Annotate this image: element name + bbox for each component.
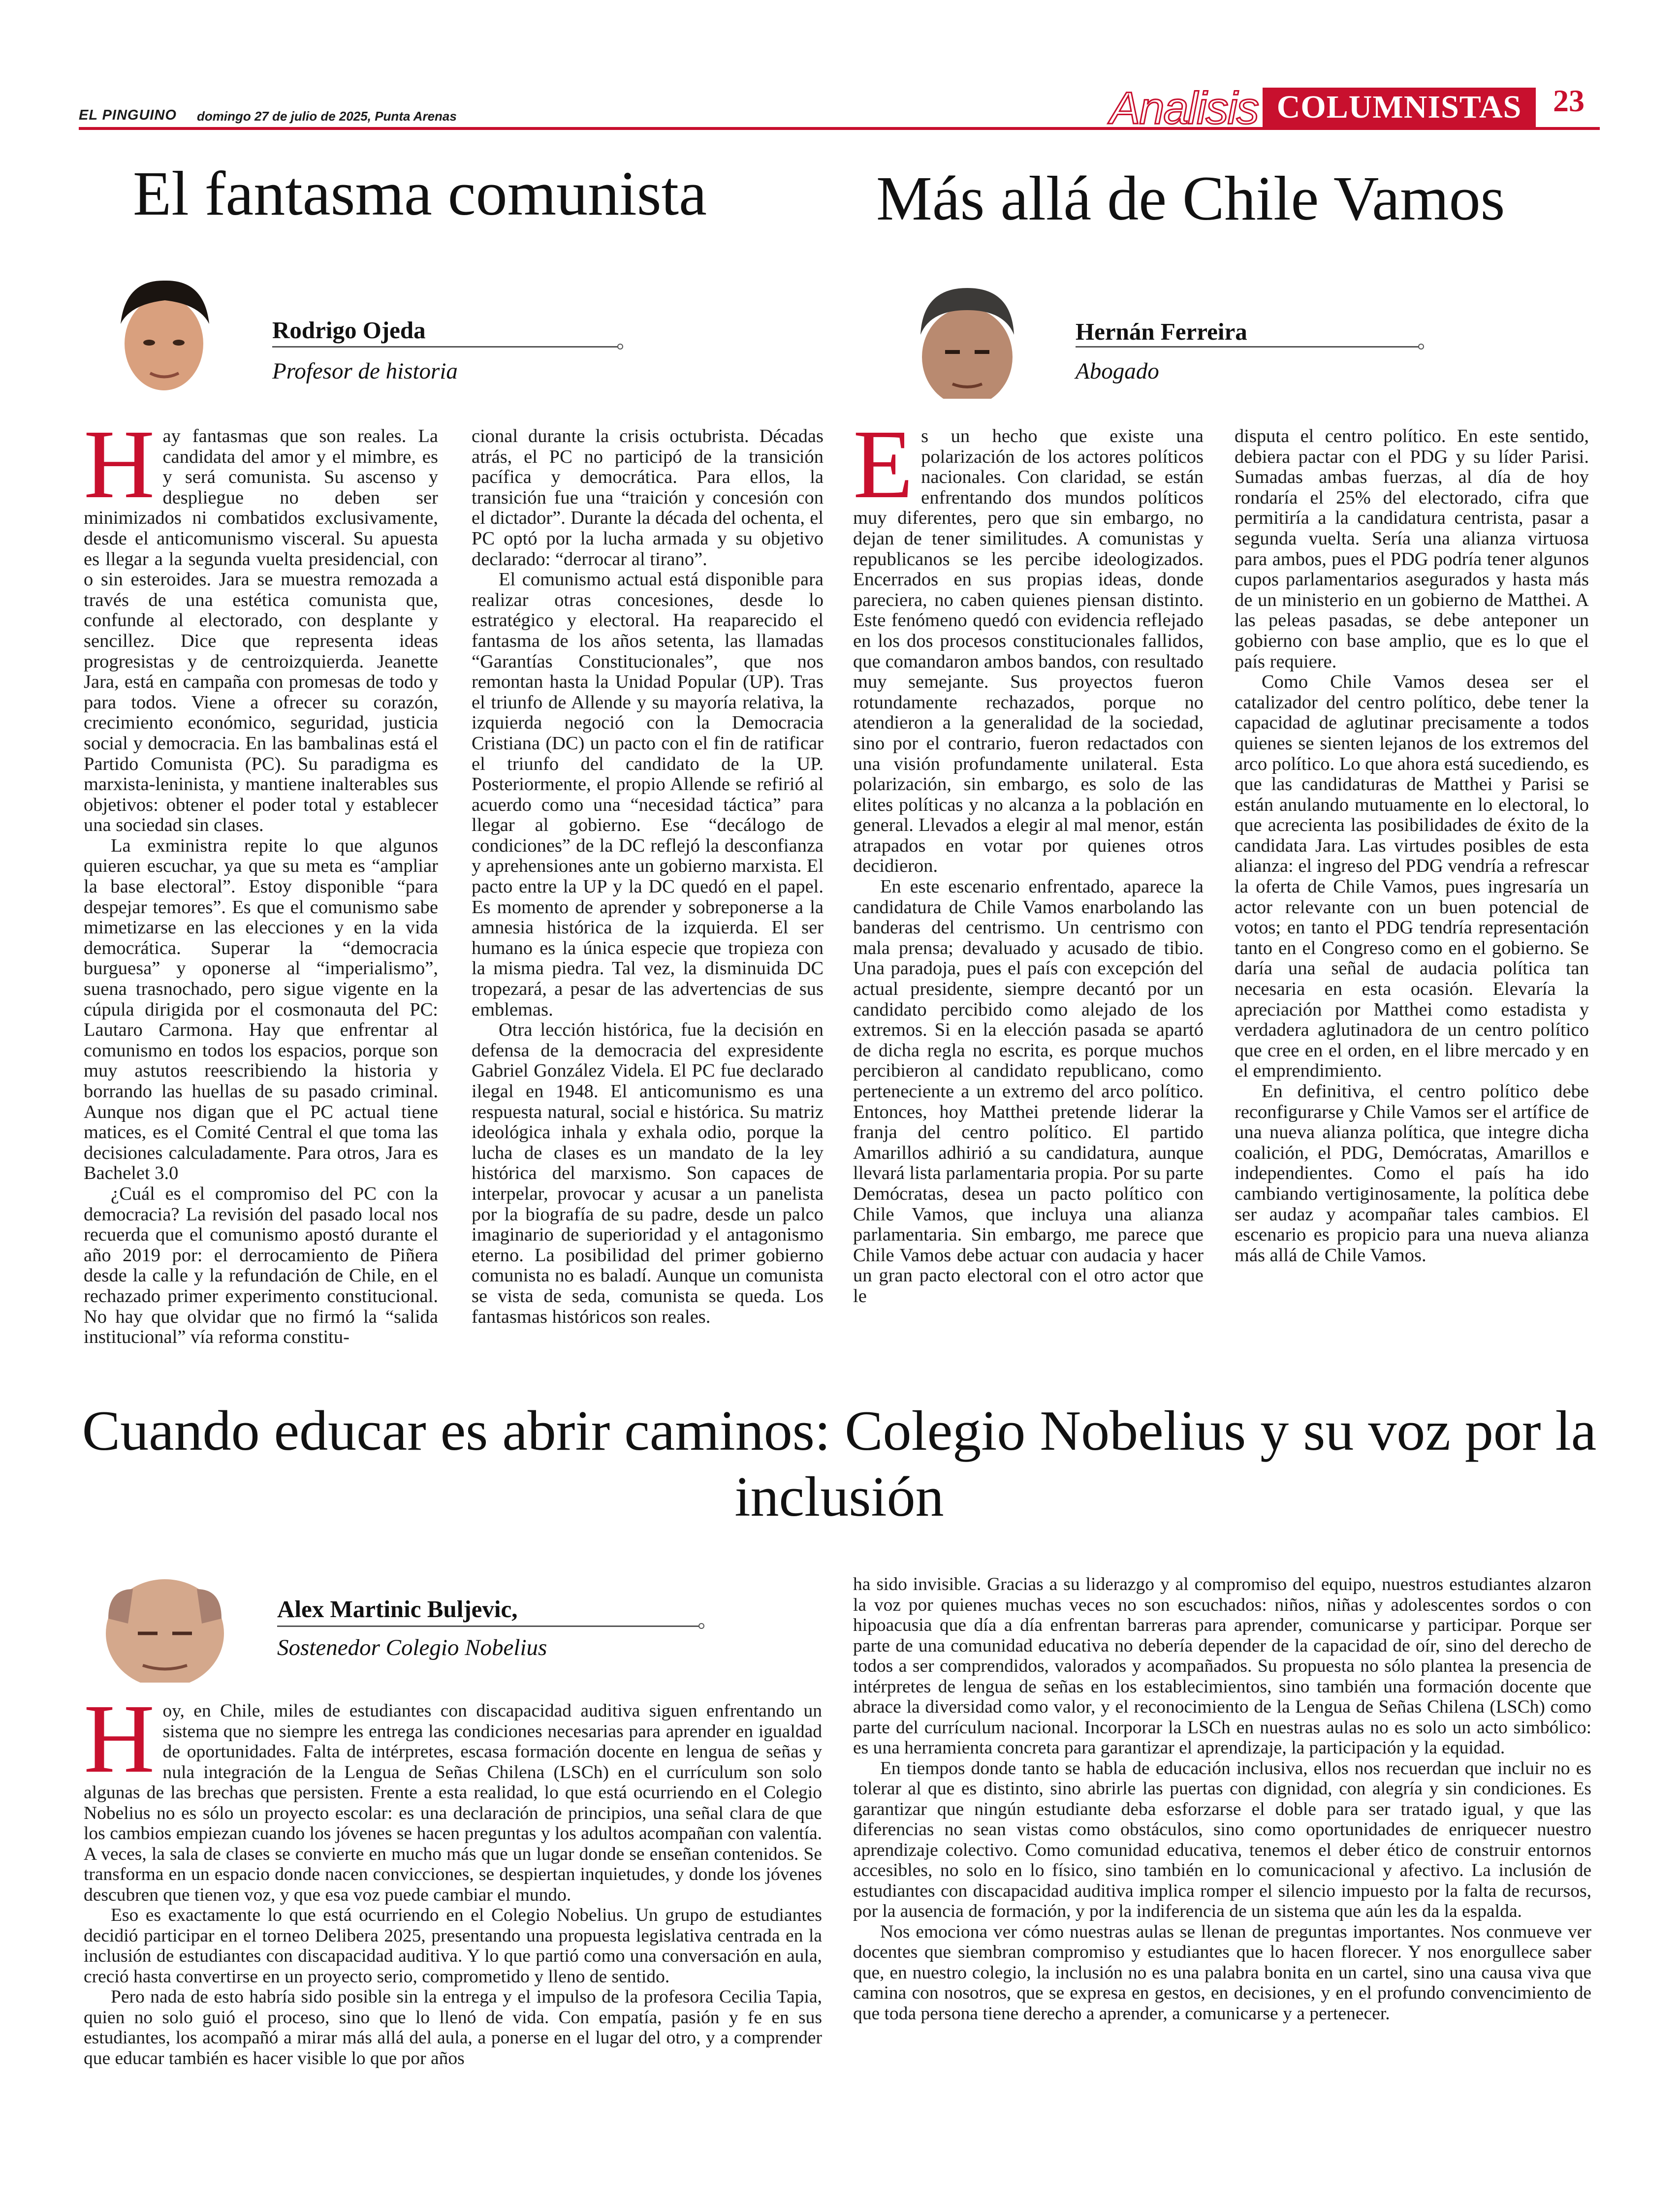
header-rule <box>79 127 1600 130</box>
paragraph: En definitiva, el centro político debe reconfigurarse y Chile Vamos ser el artífice de una nueva alianza política, que integre dicha coalición, el PDG, Demócratas, Amarillos e independientes. Como el país ha ido cambiando vertiginosamente, la política debe ser audaz y acompañar tales cambios. El escenario es propicio para una nueva alianza más allá de Chile Vamos. <box>1235 1081 1589 1266</box>
article-1-column-2 <box>472 426 824 1327</box>
article-3-headline: Cuando educar es abrir caminos: Colegio Nobelius y su voz por la inclusión <box>82 1400 1597 1529</box>
article-3-author-role: Sostenedor Colegio Nobelius <box>277 1635 547 1660</box>
dateline: domingo 27 de julio de 2025, Punta Arenas <box>197 109 457 124</box>
paragraph: La exministra repite lo que algunos quieren escuchar, ya que su meta es “ampliar la base electoral”. Estoy disponible “para despejar temores”. Es que el comunismo sabe mimetizarse en las elecciones y en la vida democrática. Superar la “democracia burguesa” y oponerse al “imperialismo”, suena trasnochado, pero sigue vigente en la cúpula dirigida por el cosmonauta del PC: Lautaro Carmona. Hay que enfrentar al comunismo en todos los espacios, porque son muy astutos reescribiendo la historia y borrando las huellas de su pasado criminal. Aunque nos digan que el PC actual tiene matices, es el Comité Central el que toma las decisiones calculadamente. Para otros, Jara es Bachelet 3.0 <box>84 835 438 1184</box>
article-1-author: Rodrigo Ojeda <box>272 317 426 344</box>
article-3-column-2 <box>853 1574 1591 2024</box>
article-2-author-role: Abogado <box>1076 358 1159 384</box>
article-2-byline-rule <box>1076 346 1420 348</box>
article-3-dropcap: H <box>84 1685 155 1793</box>
paragraph: El comunismo actual está disponible para realizar otras concesiones, desde lo estratégico y electoral. Ha reaparecido el fantasma de los años setenta, las llamadas “Garantías Constitucionales”, que nos remontan hasta la Unidad Popular (UP). Tras el triunfo de Allende y su mayoría relativa, la izquierda negoció con la Democracia Cristiana (DC) un pacto con el fin de ratificar el triunfo del candidato de la UP. Posteriormente, el propio Allende se refirió al acuerdo como una “necesidad táctica” para llegar al gobierno. Ese “decálogo de condiciones” de la DC reflejó la desconfianza y aprehensiones ante un gobierno marxista. El pacto entre la UP y la DC quedó en el papel. Es momento de aprender y sobreponerse a la amnesia histórica de la izquierda. El ser humano es la única especie que tropieza con la misma piedra. Tal vez, la disminuida DC tropezará, a pesar de las advertencias de sus emblemas. <box>472 569 824 1020</box>
article-1-byline-rule <box>272 346 619 348</box>
article-1-headline: El fantasma comunista <box>133 159 707 228</box>
article-2-headline: Más allá de Chile Vamos <box>876 163 1505 233</box>
author-photo-rodrigo-ojeda <box>106 270 222 390</box>
article-1-dropcap: H <box>84 410 155 519</box>
masthead: EL PINGUINO <box>79 107 177 123</box>
author-photo-alex-martinic <box>94 1560 236 1683</box>
paragraph: Otra lección histórica, fue la decisión en defensa de la democracia del expresidente Gabriel González Videla. El PC fue declarado ilegal en 1948. El anticomunismo es una respuesta natural, social e histórica. Su matriz ideológica inhala y exhala odio, porque la lucha de clases es un mandato de la ley histórica del marxismo. Son capaces de interpelar, provocar y acusar a un panelista por la biografía de su padre, desde un palco imaginario de superioridad y el antagonismo eterno. La posibilidad del primer gobierno comunista no es baladí. Aunque un comunista se vista de seda, comunista se queda. Los fantasmas históricos son reales. <box>472 1019 824 1327</box>
paragraph: ha sido invisible. Gracias a su liderazgo y al compromiso del equipo, nuestros estudiantes alzaron la voz por quienes muchas veces no son escuchados: niños, niñas y adolescentes sordos o con hipoacusia que día a día enfrentan barreras para aprender, comunicarse y participar. Porque ser parte de una comunidad educativa no debería depender de la capacidad de oír, sino del derecho de todos a ser comprendidos, valorados y acompañados. Su propuesta no sólo plantea la presencia de intérpretes de lengua de señas en los establecimientos, sino también una formación docente que abrace la diversidad como valor, y el reconocimiento de la Lengua de Señas Chilena (LSCh) como parte del currículum nacional. Incorporar la LSCh en nuestras aulas no es solo un acto simbólico: es una herramienta concreta para garantizar el aprendizaje, la participación y la equidad. <box>853 1574 1591 1758</box>
paragraph: Pero nada de esto habría sido posible sin la entrega y el impulso de la profesora Cecilia Tapia, quien no solo guió el proceso, sino que lo llenó de vida. Con empatía, pasión y fe en sus estudiantes, los acompañó a mirar más allá del aula, a ponerse en el lugar del otro, y a comprender que educar también es hacer visible lo que por años <box>84 1987 822 2069</box>
article-1-author-role: Profesor de historia <box>272 358 458 384</box>
article-1-column-1 <box>84 410 438 1348</box>
paragraph: Nos emociona ver cómo nuestras aulas se llenan de preguntas importantes. Nos conmueve ver docentes que siembran compromiso y estudiantes que lo hacen florecer. Y nos enorgullece saber que, en nuestro colegio, la inclusión no es una palabra bonita en un cartel, sino una causa viva que camina con nosotros, que se expresa en gestos, en decisiones, y en el profundo convencimiento de que toda persona tiene derecho a aprender, a comunicarse y a pertenecer. <box>853 1921 1591 2024</box>
paragraph: ay fantasmas que son reales. La candidata del amor y el mimbre, es y será comunista. Su ascenso y despliegue no deben ser minimizados ni combatidos exclusivamente, desde el anticomunismo visceral. Su apuesta es llegar a la segunda vuelta presidencial, con o sin esteroides. Jara se muestra remozada a través de una estética comunista que, confunde al electorado, con desplante y sencillez. Dice que representa ideas progresistas y de centroizquierda. Jeanette Jara, está en campaña con promesas de todo y para todos. Viene a ofrecer su corazón, crecimiento económico, seguridad, justicia social y democracia. En las bambalinas está el Partido Comunista (PC). Su paradigma es marxista-leninista, y mantiene inalterables sus objetivos: obtener el poder total y establecer una sociedad sin clases. <box>84 426 438 836</box>
page-number: 23 <box>1553 83 1585 118</box>
article-3-column-1 <box>84 1685 822 2069</box>
paragraph: Como Chile Vamos desea ser el catalizador del centro político, debe tener la capacidad de aglutinar precisamente a todos quienes se sienten lejanos de los extremos del arco político. Lo que ahora está sucediendo, es que las candidaturas de Matthei y Parisi se están anulando mutuamente en lo electoral, lo que acrecienta las posibilidades de éxito de la candidata Jara. Las virtudes posibles de esta alianza: el ingreso del PDG vendría a refrescar la oferta de Chile Vamos, pues ingresaría un actor relevante con un buen potencial de votos; en tanto el PDG tendría representación tanto en el Congreso como en el gobierno. Se daría una señal de audacia política tan necesaria en esta ocasión. Elevaría la apreciación por Matthei como estadista y verdadera aglutinadora de un centro político que cree en el orden, en el libre mercado y en el emprendimiento. <box>1235 671 1589 1082</box>
article-2-column-2 <box>1235 426 1589 1266</box>
paragraph: oy, en Chile, miles de estudiantes con discapacidad auditiva siguen enfrentando un sistema que no siempre les entrega las condiciones necesarias para aprender en igualdad de oportunidades. Falta de intérpretes, escasa formación docente en lengua de señas y nula integración de la Lengua de Señas Chilena (LSCh) en el currículum son solo algunas de las brechas que persisten. Frente a esta realidad, lo que está ocurriendo en el Colegio Nobelius no es sólo un proyecto escolar: es una declaración de principios, una señal clara de que los cambios empiezan cuando los jóvenes se hacen preguntas y los adultos acompañan con valentía. A veces, la sala de clases se convierte en mucho más que un lugar donde se enseñan contenidos. Se transforma en un espacio donde nacen convicciones, se despiertan inquietudes, y donde los jóvenes descubren que tienen voz, y que esa voz puede cambiar el mundo. <box>84 1701 822 1905</box>
author-photo-hernan-ferreira <box>898 276 1036 399</box>
section-prefix: Analisis <box>1110 83 1259 133</box>
paragraph: En tiempos donde tanto se habla de educación inclusiva, ellos nos recuerdan que incluir no es tolerar al que es distinto, sino abrirle las puertas con dignidad, con alegría y sin condiciones. Es garantizar que ningún estudiante deba esforzarse el doble para ser tratado igual, y que las diferencias no sean vistas como obstáculos, sino como oportunidades de enriquecer nuestro aprendizaje colectivo. Como comunidad educativa, tenemos el deber ético de construir entornos accesibles, no solo en lo físico, sino también en lo comunicacional y afectivo. La inclusión de estudiantes con discapacidad auditiva implica romper el silencio impuesto por la falta de recursos, por la ausencia de formación, y por la indiferencia de un sistema que aún les da la espalda. <box>853 1758 1591 1921</box>
paragraph: cional durante la crisis octubrista. Décadas atrás, el PC no participó de la transición pacífica y democrática. Para ellos, la transición fue una “traición y concesión con el dictador”. Durante la década del ochenta, el PC optó por la lucha armada y su objetivo declarado: “derrocar al tirano”. <box>472 426 824 570</box>
paragraph: Eso es exactamente lo que está ocurriendo en el Colegio Nobelius. Un grupo de estudiantes decidió participar en el torneo Delibera 2025, presentando una propuesta legislativa centrada en la inclusión de estudiantes con discapacidad auditiva. Y lo que partió como una conversación en aula, creció hasta convertirse en un proyecto serio, comprometido y lleno de sentido. <box>84 1905 822 1987</box>
paragraph: En este escenario enfrentado, aparece la candidatura de Chile Vamos enarbolando las banderas del centrismo. Un centrismo con mala prensa; devaluado y acusado de tibio. Una paradoja, pues el país con excepción del actual presidente, siempre decantó por un candidato percibido como alejado de los extremos. Si en la elección pasada se apartó de dicha regla no escrita, es porque muchos percibieron al candidato republicano, como perteneciente a un extremo del arco político. Entonces, hoy Matthei pretende liderar la franja del centro político. El partido Amarillos adhirió a su candidatura, aunque llevará lista parlamentaria propia. Por su parte Demócratas, desea un pacto político con Chile Vamos, que incluya una alianza parlamentaria. Sin embargo, me parece que Chile Vamos debe actuar con audacia y hacer un gran pacto electoral con el otro actor que le <box>853 876 1204 1306</box>
paragraph: disputa el centro político. En este sentido, debiera pactar con el PDG y su líder Parisi. Sumadas ambas fuerzas, al día de hoy rondaría el 25% del electorado, cifra que permitiría a la candidatura centrista, pasar a segunda vuelta. Sería una alianza virtuosa para ambos, pues el PDG podría tener algunos cupos parlamentarios asegurados y hasta más de un ministerio en un gobierno de Matthei. A las peleas pasadas, se debe anteponer un gobierno con base amplio, que es lo que el país requiere. <box>1235 426 1589 672</box>
article-2-author: Hernán Ferreira <box>1076 318 1247 345</box>
article-2-dropcap: E <box>853 410 914 519</box>
paragraph: s un hecho que existe una polarización de los actores políticos nacionales. Con claridad, se están enfrentando dos mundos políticos muy diferentes, pero que sin embargo, no dejan de tener similitudes. A comunistas y republicanos se les percibe ideologizados. Encerrados en sus propias ideas, donde pareciera, no caben quienes piensan distinto. Este fenómeno quedó con evidencia reflejado en los dos procesos constitucionales fallidos, que comandaron ambos bandos, con resultado muy semejante. Sus proyectos fueron rotundamente rechazados, porque no atendieron a la generalidad de la sociedad, sino por el contrario, fueron redactados con una visión profundamente unilateral. Esta polarización, sin embargo, es solo de las elites políticas y no alcanza a la población en general. Llevados a elegir al mal menor, están atrapados en votar por quienes otros decidieron. <box>853 426 1204 877</box>
article-3-byline-rule <box>277 1625 700 1627</box>
article-3-author: Alex Martinic Buljevic, <box>277 1595 518 1623</box>
section-label: COLUMNISTAS <box>1263 88 1536 127</box>
article-2-column-1 <box>853 410 1204 1307</box>
paragraph: ¿Cuál es el compromiso del PC con la democracia? La revisión del pasado local nos recuerda que el comunismo apostó durante el año 2019 por: el derrocamiento de Piñera desde la calle y la refundación de Chile, en el rechazado primer experimento constitucional. No hay que olvidar que no firmó la “salida institucional” vía reforma constitu- <box>84 1183 438 1348</box>
